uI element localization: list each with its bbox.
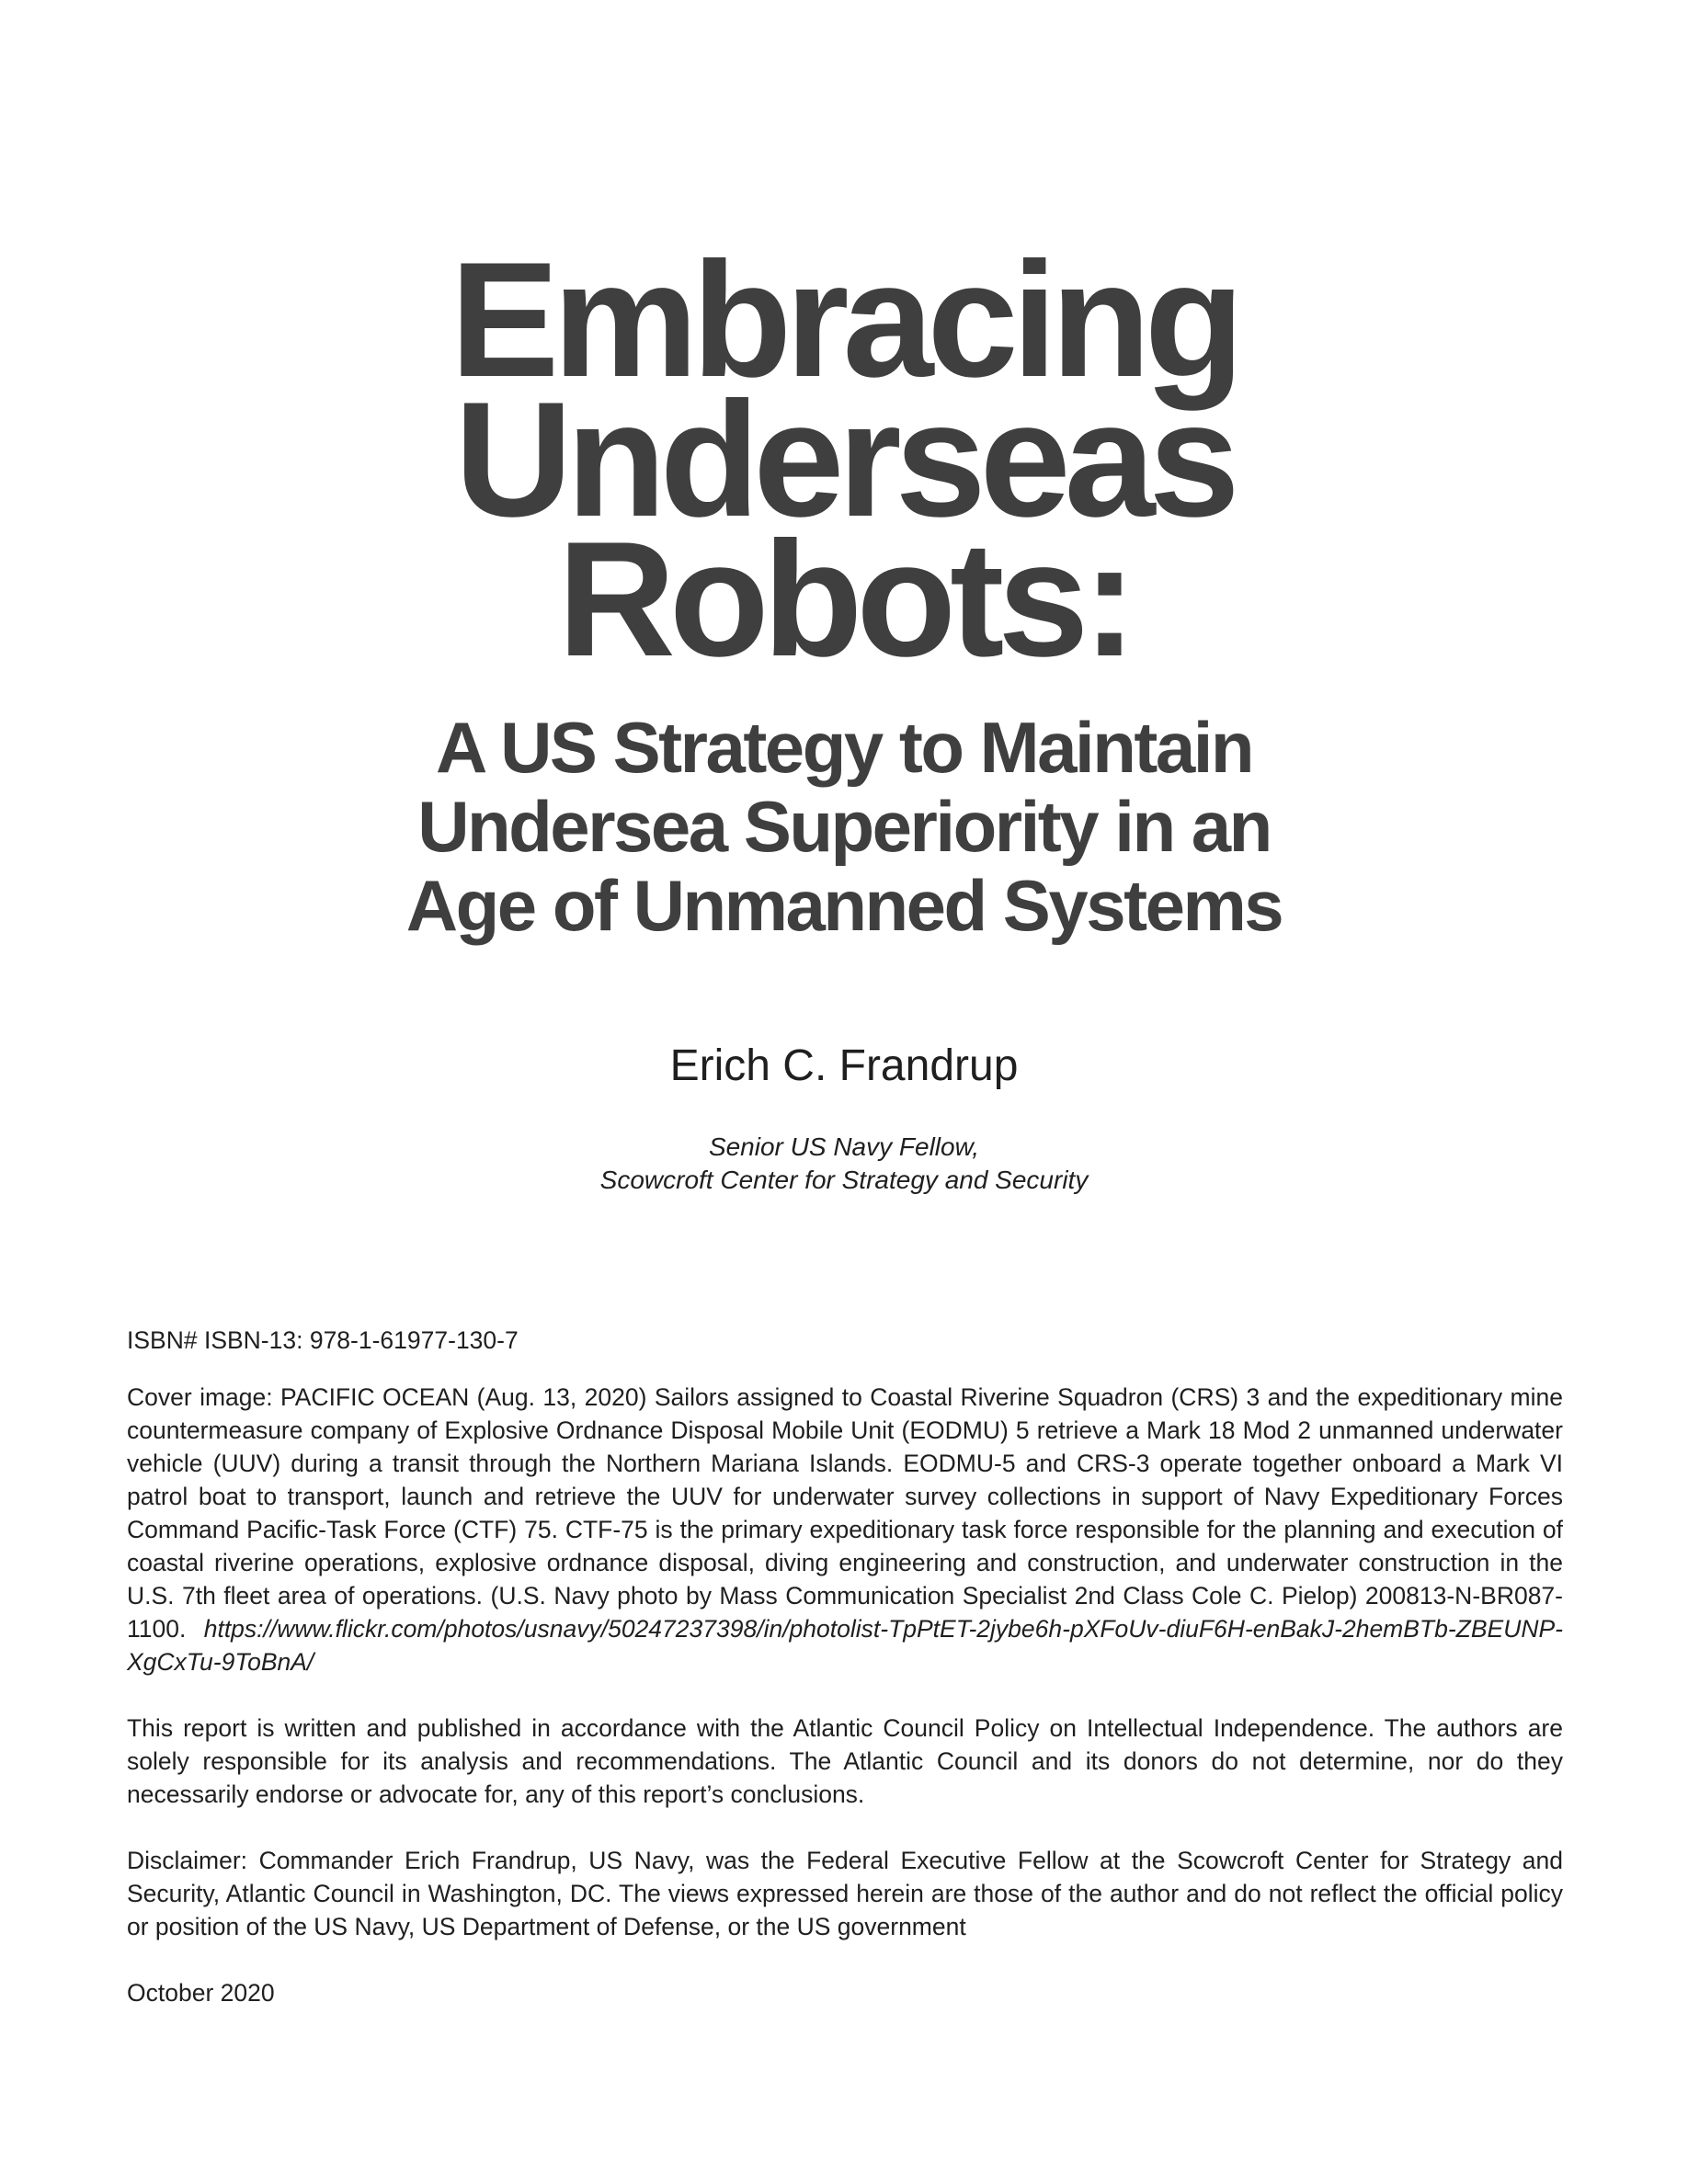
isbn-line: ISBN# ISBN-13: 978-1-61977-130-7 [127, 1326, 519, 1354]
subtitle-line: Age of Unmanned Systems [405, 865, 1283, 946]
cover-image-text: Cover image: PACIFIC OCEAN (Aug. 13, 2020) Sailors assigned to Coastal Riverine Squadron (CRS) 3 and the expeditionary mine countermeasure company of Explosive Ordnance Disposal Mobile Unit (EODMU) 5 retrieve a Mark 18 Mod 2 unmanned underwater vehicle (UUV) during a transit through the Northern Mariana Islands. EODMU-5 and CRS-3 operate together onboard a Mark VI patrol boat to transport, launch and retrieve the UUV for underwater survey collections in support of Navy Expeditionary Forces Command Pacific-Task Force (CTF) 75. CTF-75 is the primary expeditionary task force responsible for the planning and execution of coastal riverine operations, explosive ordnance disposal, diving engineering and construction, and underwater construction in the U.S. 7th fleet area of operations. (U.S. Navy photo by Mass Communication Specialist 2nd Class Cole C. Pielop) 200813-N-BR087-1100. [127, 1383, 1563, 1643]
title-line: Robots: [557, 507, 1131, 690]
title-line: Underseas [454, 368, 1234, 551]
author-role: Senior US Navy Fellow, [708, 1132, 980, 1161]
author-affiliation [0, 1131, 1688, 1197]
cover-image-link[interactable]: https://www.flickr.com/photos/usnavy/50247237398/in/photolist-TpPtET-2jybe6h-pXFoUv-diuF6H-enBakJ-2hemBTb-ZBEUNP-XgCxTu-9ToBnA/ [127, 1615, 1563, 1676]
author-organization: Scowcroft Center for Strategy and Security [599, 1166, 1089, 1194]
subtitle-line: Undersea Superiority in an [417, 786, 1271, 867]
cover-image-caption [127, 1381, 1563, 1678]
author-name: Erich C. Frandrup [669, 1041, 1019, 1090]
report-subtitle [0, 708, 1688, 945]
report-title [0, 228, 1688, 690]
title-line: Embracing [450, 228, 1238, 411]
publication-date: October 2020 [127, 1979, 275, 2007]
report-statement: This report is written and published in accordance with the Atlantic Council Policy on Intellectual Independence. The authors are solely responsible for its analysis and recommendations. The Atlantic Council and its donors do not determine, nor do they necessarily endorse or advocate for, any of this report’s conclusions. [127, 1714, 1563, 1808]
subtitle-line: A US Strategy to Maintain [435, 707, 1253, 788]
disclaimer: Disclaimer: Commander Erich Frandrup, US Navy, was the Federal Executive Fellow at the Scowcroft Center for Strategy and Security, Atlantic Council in Washington, DC. The views expressed herein are those of the author and do not reflect the official policy or position of the US Navy, US Department of Defense, or the US government [127, 1847, 1563, 1940]
